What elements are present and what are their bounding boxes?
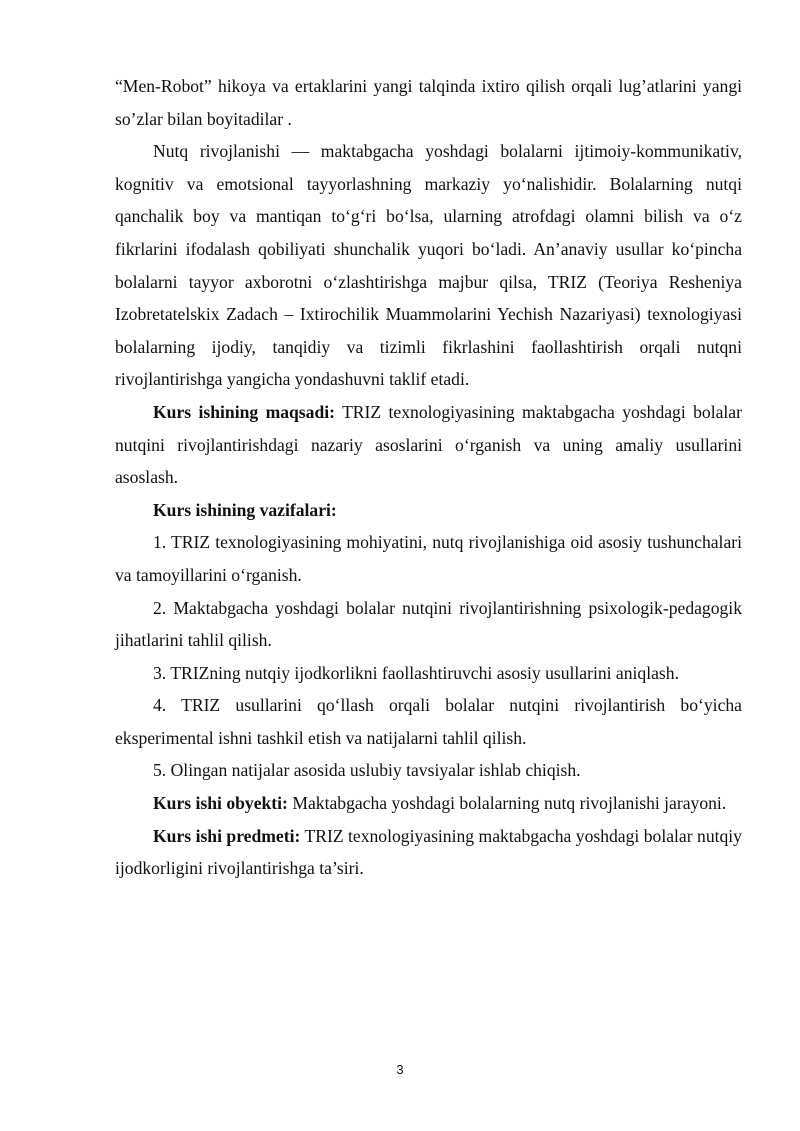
obyekt-label: Kurs ishi obyekti: xyxy=(153,793,288,814)
predmet-text: TRIZ texnologiyasining maktabgacha yoshdagi bolalar nutqiy ijodkorligini rivojlantirishga ta’siri. xyxy=(115,825,742,879)
vazifa-item-4: 4. TRIZ usullarini qo‘llash orqali bolalar nutqini rivojlantirish bo‘yicha eksperimental ishni tashkil etish va natijalarni tahlil qilish. xyxy=(115,695,742,748)
paragraph-obyekt xyxy=(115,787,742,820)
page-number: 3 xyxy=(396,1062,404,1077)
paragraph-nutq: Nutq rivojlanishi — maktabgacha yoshdagi bolalarni ijtimoiy-kommunikativ, kognitiv va emotsional tayyorlashning markaziy yo‘nalishidir. Bolalarning nutqi qanchalik boy va mantiqan to‘g‘ri bo‘lsa, ularning atrofdagi olamni bilish va o‘z fikrlarini ifodalash qobiliyati shunchalik yuqori bo‘ladi. An’anaviy usullar ko‘pincha bolalarni tayyor axborotni o‘zlashtirishga majbur qilsa, TRIZ (Teoriya Resheniya Izobretatelskix Zadach – Ixtirochilik Muammolarini Yechish Nazariyasi) texnologiyasi bolalarning ijodiy, tanqidiy va tizimli fikrlashini faollashtirish orqali nutqni rivojlantirishga yangicha yondashuvni taklif etadi. xyxy=(115,141,742,390)
document-body xyxy=(115,70,742,885)
paragraph-predmet xyxy=(115,820,742,885)
vazifa-item-3: 3. TRIZning nutqiy ijodkorlikni faollashtiruvchi asosiy usullarini aniqlash. xyxy=(153,662,679,683)
obyekt-text: Maktabgacha yoshdagi bolalarning nutq rivojlanishi jarayoni. xyxy=(292,793,727,814)
vazifa-item-2: 2. Maktabgacha yoshdagi bolalar nutqini rivojlantirishning psixologik-pedagogik jihatlarini tahlil qilish. xyxy=(115,597,742,651)
maqsad-text: TRIZ texnologiyasining maktabgacha yoshdagi bolalar nutqini rivojlantirishdagi nazariy asoslarini o‘rganish va uning amaliy usullarini asoslash. xyxy=(115,401,742,488)
maqsad-label: Kurs ishining maqsadi: xyxy=(153,401,335,422)
paragraph-vazifalar-heading xyxy=(115,494,742,527)
paragraph-intro-tail: “Men-Robot” hikoya va ertaklarini yangi talqinda ixtiro qilish orqali lug’atlarini yangi so’zlar bilan boyitadilar . xyxy=(115,76,742,129)
vazifa-item-5: 5. Olingan natijalar asosida uslubiy tavsiyalar ishlab chiqish. xyxy=(153,760,581,781)
predmet-label: Kurs ishi predmeti: xyxy=(153,825,301,846)
vazifalar-label: Kurs ishining vazifalari: xyxy=(153,499,337,520)
paragraph-maqsad xyxy=(115,396,742,494)
vazifa-item-1: 1. TRIZ texnologiyasining mohiyatini, nutq rivojlanishiga oid asosiy tushunchalari va tamoyillarini o‘rganish. xyxy=(115,532,742,585)
